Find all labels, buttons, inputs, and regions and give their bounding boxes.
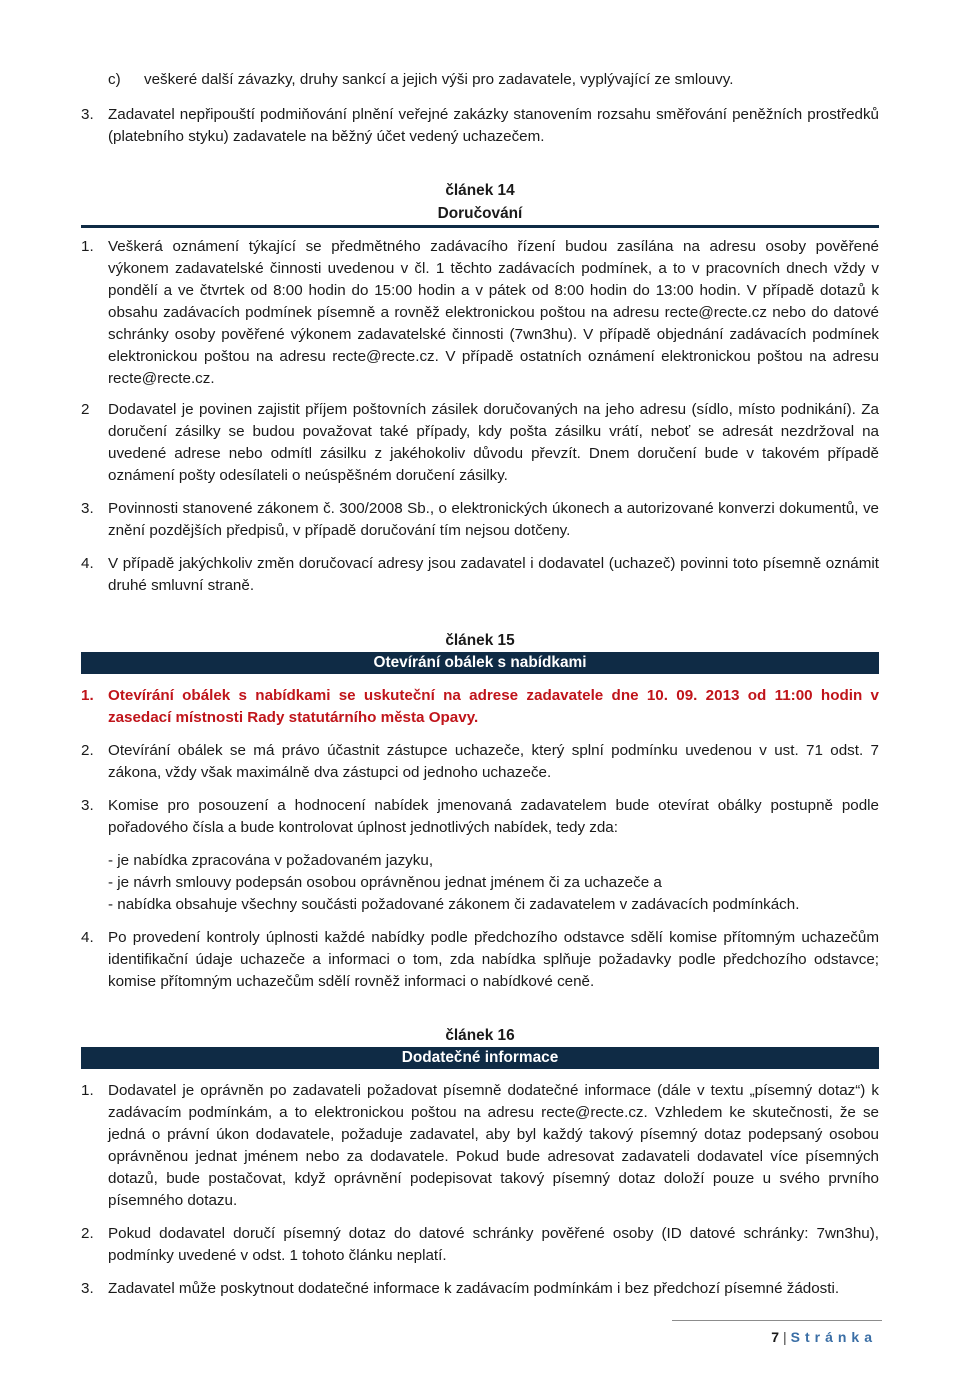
list-item — [81, 795, 879, 839]
item-text: Povinnosti stanovené zákonem č. 300/2008 Sb., o elektronických úkonech a autorizované konverzi dokumentů, ve znění pozdějších předpisů, v případě doručování tím nejsou dotčeny. — [108, 500, 879, 539]
item-number: 3. — [81, 106, 94, 123]
article-15-title: Otevírání obálek s nabídkami — [81, 652, 879, 674]
item-number: 1. — [81, 687, 94, 704]
item-text: Otevírání obálek se má právo účastnit zástupce uchazeče, který splní podmínku uvedenou v ust. 71 odst. 7 zákona, vždy však maximálně dva zástupci od jednoho uchazeče. — [108, 742, 879, 781]
item-number: 3. — [81, 500, 94, 517]
item-text: Pokud dodavatel doručí písemný dotaz do datové schránky pověřené osoby (ID datové schránky: 7wn3hu), podmínky uvedené v odst. 1 tohoto článku neplatí. — [108, 1225, 879, 1264]
item-number: 2 — [81, 401, 90, 418]
footer-divider — [672, 1320, 882, 1321]
list-item — [81, 1080, 879, 1212]
check-item: - nabídka obsahuje všechny součásti požadované zákonem či zadavatelem v zadávacích podmínkách. — [108, 896, 800, 913]
item-text: Otevírání obálek s nabídkami se uskuteční na adrese zadavatele dne 10. 09. 2013 od 11:00 hodin v zasedací místnosti Rady statutárního města Opavy. — [108, 687, 879, 726]
item-number: 1. — [81, 1082, 94, 1099]
document-page — [81, 0, 879, 1390]
item-text: Zadavatel nepřipouští podmiňování plnění veřejné zakázky stanovením rozsahu směřování peněžních prostředků (platebního styku) zadavatele na běžný účet vedený uchazečem. — [108, 106, 879, 145]
check-item: - je návrh smlouvy podepsán osobou oprávněnou jednat jménem či za uchazeče a — [108, 874, 662, 891]
article-16-title: Dodatečné informace — [81, 1047, 879, 1069]
footer-separator: | — [783, 1329, 787, 1345]
item-number: 1. — [81, 238, 94, 255]
item-number: 2. — [81, 742, 94, 759]
item-text: Zadavatel může poskytnout dodatečné informace k zadávacím podmínkám i bez předchozí písemné žádosti. — [108, 1280, 840, 1297]
item-number: 4. — [81, 555, 94, 572]
item-text: Dodavatel je oprávněn po zadavateli požadovat písemně dodatečné informace (dále v textu „písemný dotaz“) k zadávacím podmínkám, a to elektronickou poštou na adresu recte@recte.cz. Vzhledem ke skutečnosti, že se jedná o právní úkon dodavatele, požaduje zadavatel, aby byl každý takový písemný dotaz podepsaný osobou oprávněnou jednat jménem nebo za dodavatele. Pokud bude adresovat zadavateli dodavatel více písemných dotazů, bude postačovat, když oprávnění podepisovat takový písemný dotaz doloží pouze u svého prvního písemného dotazu. — [108, 1082, 879, 1209]
list-item — [81, 553, 879, 597]
list-item — [81, 685, 879, 729]
item-text: veškeré další závazky, druhy sankcí a jejich výši pro zadavatele, vyplývající ze smlouvy. — [144, 71, 734, 88]
list-item — [81, 1223, 879, 1267]
list-item — [81, 236, 879, 390]
item-text: Komise pro posouzení a hodnocení nabídek jmenovaná zadavatelem bude otevírat obálky postupně podle pořadového čísla a bude kontrolovat úplnost jednotlivých nabídek, tedy zda: — [108, 797, 879, 836]
item-text: Veškerá oznámení týkající se předmětného zadávacího řízení budou zasílána na adresu osoby pověřené výkonem zadavatelské činnosti uvedenou v čl. 1 těchto zadávacích podmínek, a to v pracovních dnech vždy v pondělí a ve čtvrtek od 8:00 hodin do 15:00 hodin a v pátek od 8:00 hodin do 13:00 hodin. V případě dotazů k obsahu zadávacích podmínek písemně a rovněž elektronickou poštou na adresu recte@recte.cz nebo do datové schránky osoby pověřené výkonem zadavatelské činnosti (7wn3hu). V případě objednání zadávacích podmínek elektronickou poštou na adresu recte@recte.cz. V případě ostatních oznámení elektronickou poštou na adresu recte@recte.cz. — [108, 238, 879, 387]
article-14-label: článek 14 — [445, 182, 515, 199]
list-item — [81, 1278, 879, 1300]
article-14-title: Doručování — [81, 203, 879, 228]
list-item — [81, 399, 879, 487]
item-text: Po provedení kontroly úplnosti každé nabídky podle předchozího odstavce sdělí komise přítomným uchazečům identifikační údaje uchazeče a informaci o tom, zda nabídka splňuje požadavky podle předchozího odstavce; komise přítomným uchazečům sdělí rovněž informaci o nabídkové ceně. — [108, 929, 879, 990]
article-15-label: článek 15 — [445, 632, 515, 649]
item-number: c) — [108, 71, 121, 88]
list-item — [81, 104, 879, 148]
item-number: 4. — [81, 929, 94, 946]
item-number: 3. — [81, 797, 94, 814]
list-item — [81, 498, 879, 542]
list-item — [81, 69, 879, 91]
item-number: 2. — [81, 1225, 94, 1242]
page-footer — [81, 1328, 877, 1346]
item-text: Dodavatel je povinen zajistit příjem poštovních zásilek doručovaných na jeho adresu (sídlo, místo podnikání). Za doručení zásilky se budou považovat také případy, kdy pošta zásilku vrátí, neboť se adresát nezdržoval na uvedené adrese nebo odmítl zásilku z jakéhokoliv důvodu převzít. Dnem doručení bude v takovém případě oznámení pošty odesílateli o neúspěšném doručení zásilky. — [108, 401, 879, 484]
check-item: - je nabídka zpracována v požadovaném jazyku, — [108, 852, 434, 869]
item-text: V případě jakýchkoliv změn doručovací adresy jsou zadavatel i dodavatel (uchazeč) povinni toto písemně oznámit druhé smluvní straně. — [108, 555, 879, 594]
page-word: Stránka — [790, 1329, 877, 1345]
list-item — [81, 927, 879, 993]
item-number: 3. — [81, 1280, 94, 1297]
list-item — [81, 740, 879, 784]
article-16-label: článek 16 — [445, 1027, 515, 1044]
page-number: 7 — [771, 1329, 779, 1345]
